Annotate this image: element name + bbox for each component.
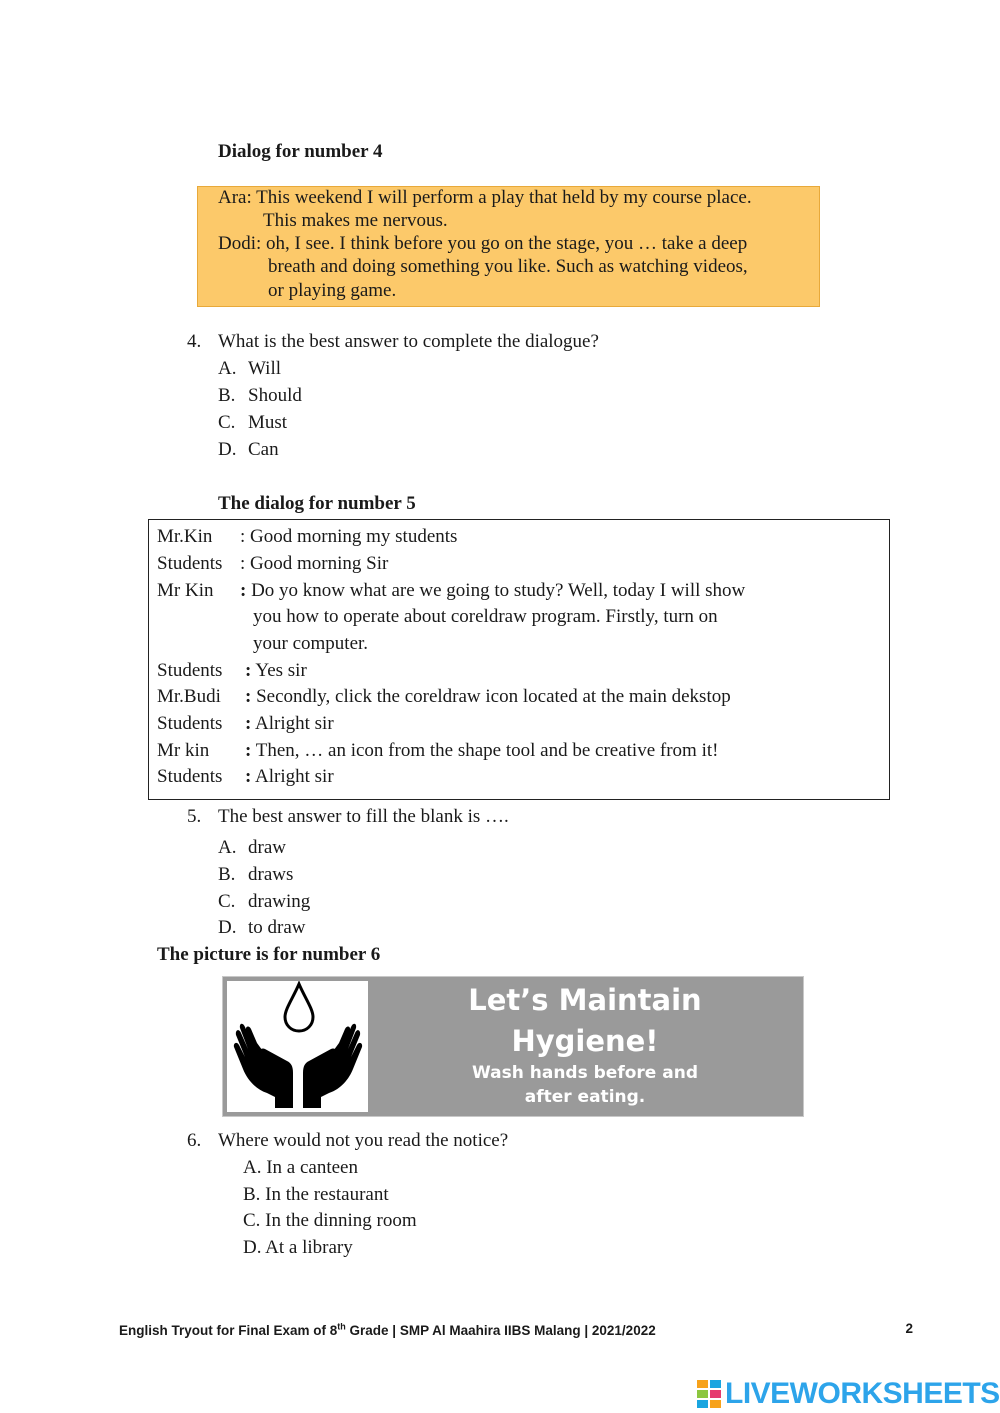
q4-dialog-box: [197, 186, 820, 307]
q4-number: 4.: [187, 331, 202, 352]
q4-heading: Dialog for number 4: [218, 141, 383, 162]
q6-option-d[interactable]: D. At a library: [243, 1237, 353, 1258]
q4-question: What is the best answer to complete the dialogue?: [218, 331, 599, 352]
q5-option-b[interactable]: B. draws: [218, 864, 294, 885]
notice-sub-line1: Wash hands before and: [472, 1063, 698, 1083]
q4-option-d[interactable]: D. Can: [218, 439, 279, 460]
liveworksheets-wordmark: LIVEWORKSHEETS: [725, 1377, 1000, 1410]
q5-option-d[interactable]: D. to draw: [218, 917, 306, 938]
q5-dialog-box: Mr.Kin : Good morning my students Students : Good morning Sir Mr Kin : Do yo know what are we going to study? Well, today I will show you how to operate about coreldraw program. Firstly, turn on your computer. Students : Yes sir Mr.Budi : Secondly, click the coreldraw icon located at the main dekstop Students : Alright sir Mr kin : Then, … an icon from the shape tool and be creative from it! Students : Alright sir: [148, 519, 890, 800]
footer-text: English Tryout for Final Exam of 8th Grade | SMP Al Maahira IIBS Malang | 2021/2022: [119, 1321, 656, 1338]
dialog-line: or playing game.: [268, 280, 397, 301]
dialog-line: breath and doing something you like. Such as watching videos,: [268, 256, 748, 277]
dialog-line: Ara: This weekend I will perform a play that held by my course place.: [218, 187, 752, 208]
liveworksheets-logo[interactable]: [697, 1377, 1000, 1411]
notice-title-line2: Hygiene!: [511, 1024, 659, 1058]
page-number: 2: [905, 1321, 913, 1336]
dialog-line: This makes me nervous.: [263, 210, 448, 231]
liveworksheets-icon: [697, 1380, 721, 1408]
q6-heading: The picture is for number 6: [157, 944, 381, 965]
notice-title-line1: Let’s Maintain: [468, 983, 702, 1017]
hygiene-notice-picture: [222, 976, 804, 1117]
q4-option-b[interactable]: B. Should: [218, 385, 302, 406]
dialog-line: Dodi: oh, I see. I think before you go on the stage, you … take a deep: [218, 233, 748, 254]
q5-option-c[interactable]: C. drawing: [218, 891, 311, 912]
q6-option-b[interactable]: B. In the restaurant: [243, 1184, 389, 1205]
q6-number: 6.: [187, 1130, 202, 1151]
q5-number: 5.: [187, 806, 202, 827]
q5-question: The best answer to fill the blank is ….: [218, 806, 509, 827]
hands-water-drop-icon: [227, 981, 368, 1112]
q5-heading: The dialog for number 5: [218, 493, 416, 514]
q6-option-a[interactable]: A. In a canteen: [243, 1157, 358, 1178]
q5-option-a[interactable]: A. draw: [218, 837, 286, 858]
q6-question: Where would not you read the notice?: [218, 1130, 509, 1151]
q4-option-c[interactable]: C. Must: [218, 412, 288, 433]
q6-option-c[interactable]: C. In the dinning room: [243, 1210, 417, 1231]
q4-option-a[interactable]: A. Will: [218, 358, 282, 379]
notice-sub-line2: after eating.: [524, 1087, 646, 1107]
page-footer: [119, 1321, 913, 1338]
hand-wash-icon: [227, 981, 368, 1112]
